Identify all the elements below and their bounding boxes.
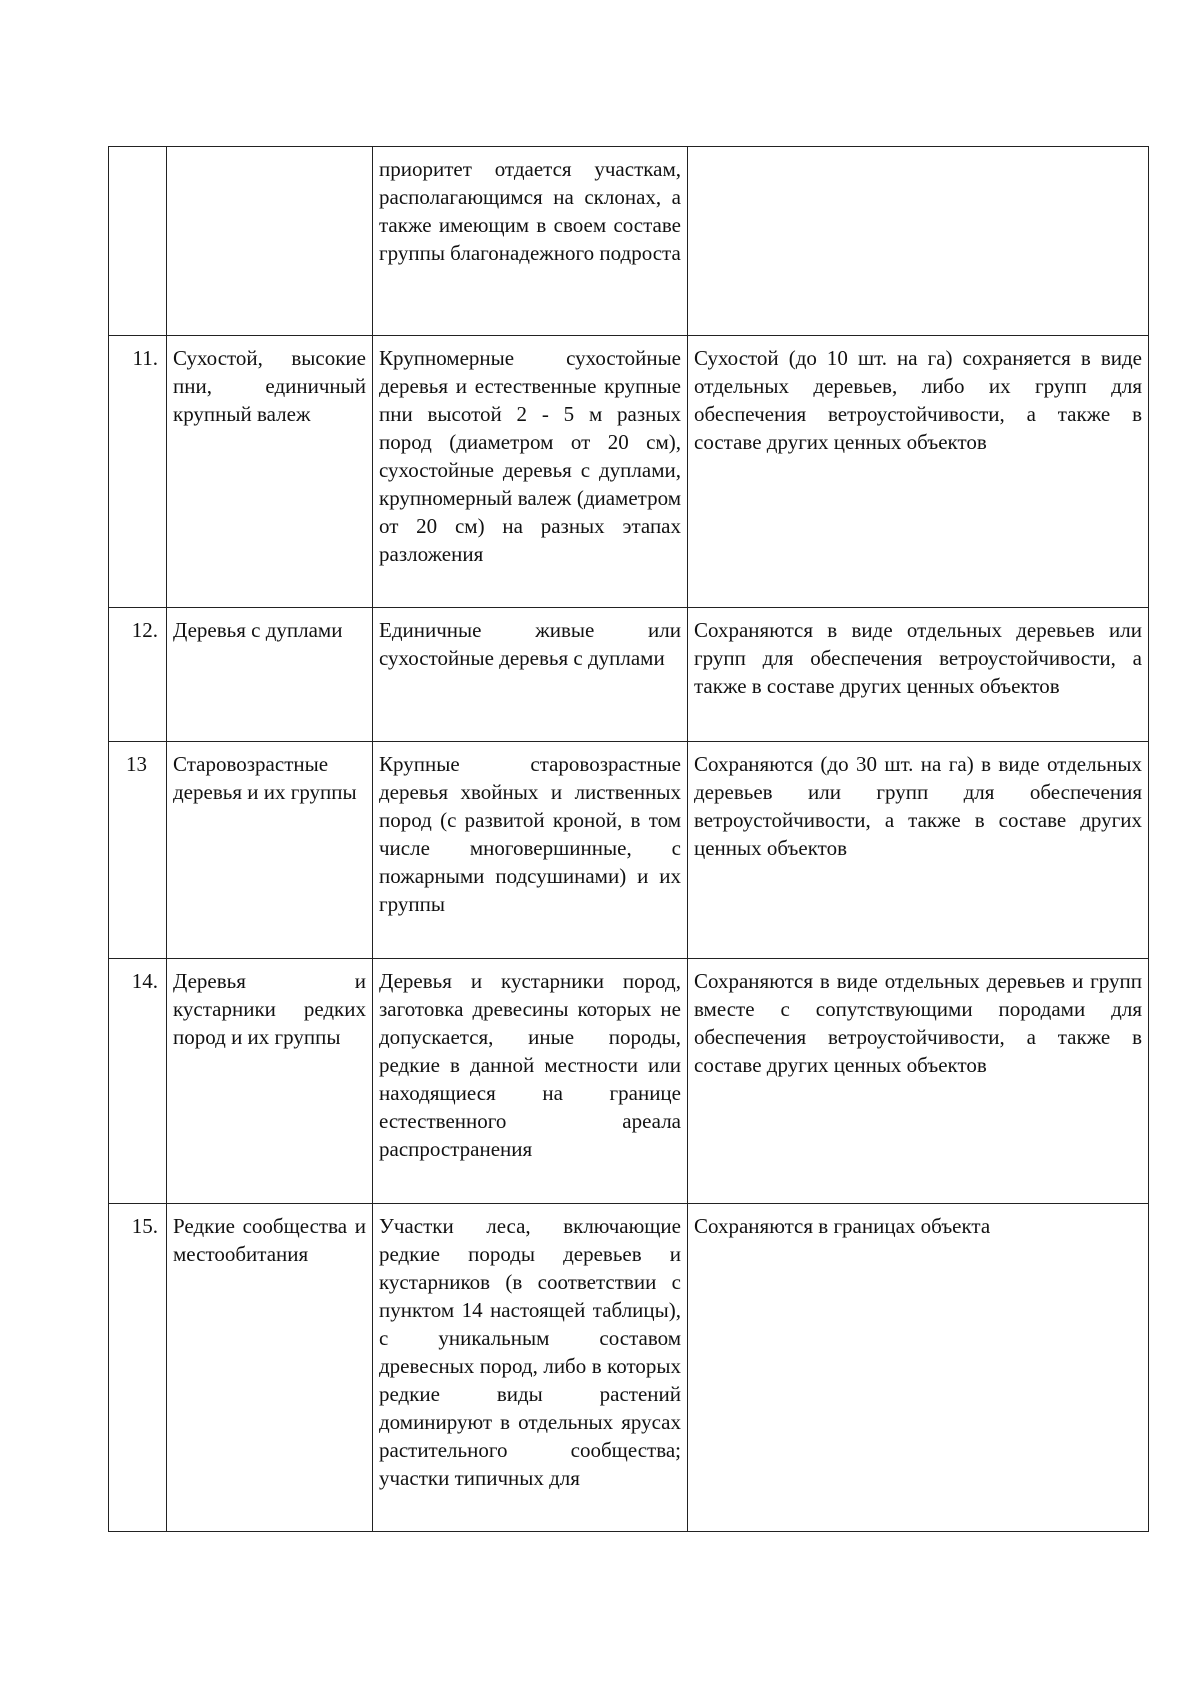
valuable-objects-table bbox=[108, 146, 1149, 1532]
object-description: приоритет отдается участкам, располагающимся на склонах, а также имеющим в своем составе группы благонадежного подроста bbox=[373, 147, 688, 336]
row-number: 13 bbox=[109, 742, 167, 959]
table-row bbox=[109, 742, 1149, 959]
object-description: Единичные живые или сухостойные деревья с дуплами bbox=[373, 608, 688, 742]
object-name: Деревья с дуплами bbox=[167, 608, 373, 742]
row-number: 12. bbox=[109, 608, 167, 742]
object-name: Редкие сообщества и местообитания bbox=[167, 1204, 373, 1532]
object-name: Деревья и кустарники редких пород и их группы bbox=[167, 959, 373, 1204]
preservation-requirement: Сохраняются в виде отдельных деревьев или групп для обеспечения ветроустойчивости, а также в составе других ценных объектов bbox=[688, 608, 1149, 742]
object-description: Крупномерные сухостойные деревья и естественные крупные пни высотой 2 - 5 м разных пород (диаметром от 20 см), сухостойные деревья с дуплами, крупномерный валеж (диаметром от 20 см) на разных этапах разложения bbox=[373, 336, 688, 608]
row-number: 14. bbox=[109, 959, 167, 1204]
object-name: Сухостой, высокие пни, единичный крупный валеж bbox=[167, 336, 373, 608]
preservation-requirement: Сухостой (до 10 шт. на га) сохраняется в виде отдельных деревьев, либо их групп для обеспечения ветроустойчивости, а также в составе других ценных объектов bbox=[688, 336, 1149, 608]
table-row bbox=[109, 1204, 1149, 1532]
object-name: Старовозрастные деревья и их группы bbox=[167, 742, 373, 959]
preservation-requirement: Сохраняются (до 30 шт. на га) в виде отдельных деревьев или групп для обеспечения ветроустойчивости, а также в составе других ценных объектов bbox=[688, 742, 1149, 959]
object-description: Крупные старовозрастные деревья хвойных и лиственных пород (с развитой кроной, в том числе многовершинные, с пожарными подсушинами) и их группы bbox=[373, 742, 688, 959]
row-number: 15. bbox=[109, 1204, 167, 1532]
preservation-requirement: Сохраняются в границах объекта bbox=[688, 1204, 1149, 1532]
table-row bbox=[109, 147, 1149, 336]
table-row bbox=[109, 959, 1149, 1204]
object-description: Участки леса, включающие редкие породы деревьев и кустарников (в соответствии с пунктом 14 настоящей таблицы), с уникальным составом древесных пород, либо в которых редкие виды растений доминируют в отдельных ярусах растительного сообщества; участки типичных для bbox=[373, 1204, 688, 1532]
object-description: Деревья и кустарники пород, заготовка древесины которых не допускается, иные породы, редкие в данной местности или находящиеся на границе естественного ареала распространения bbox=[373, 959, 688, 1204]
preservation-requirement: Сохраняются в виде отдельных деревьев и групп вместе с сопутствующими породами для обеспечения ветроустойчивости, а также в составе других ценных объектов bbox=[688, 959, 1149, 1204]
row-number bbox=[109, 147, 167, 336]
table-row bbox=[109, 336, 1149, 608]
preservation-requirement bbox=[688, 147, 1149, 336]
table-row bbox=[109, 608, 1149, 742]
row-number: 11. bbox=[109, 336, 167, 608]
object-name bbox=[167, 147, 373, 336]
